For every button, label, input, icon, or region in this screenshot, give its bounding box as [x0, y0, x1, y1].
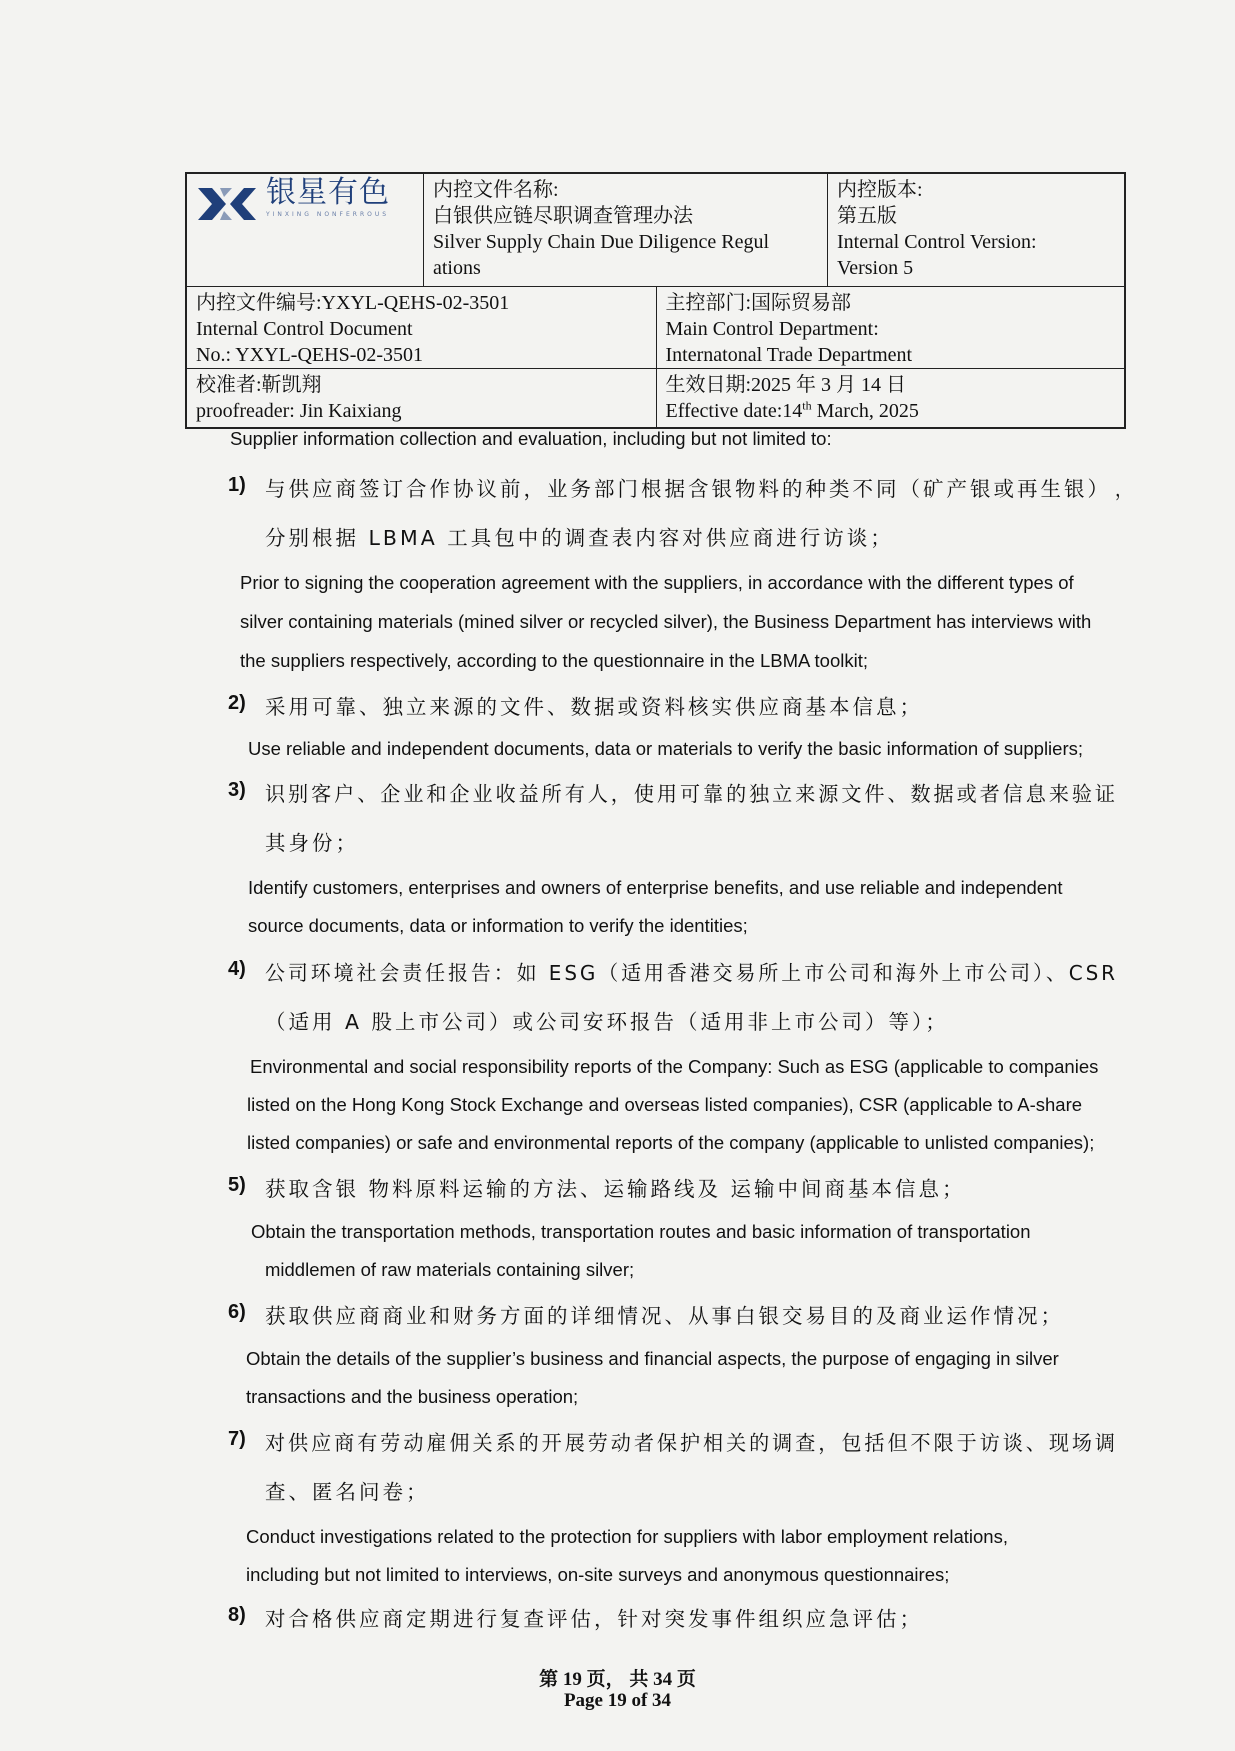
effective-date-cn: 生效日期:2025 年 3 月 14 日 — [665, 374, 907, 396]
item-number: 8) — [228, 1604, 246, 1626]
item-en-line: Prior to signing the cooperation agreement with the suppliers, in accordance with the different types of — [240, 572, 1074, 593]
item-en-line: Conduct investigations related to the protection for suppliers with labor employment relations, — [246, 1526, 1008, 1547]
doc-name-label: 内控文件名称: — [433, 179, 559, 201]
item-number: 1) — [228, 474, 246, 496]
effective-date-en-a: Effective date:14 — [665, 400, 803, 422]
version-en: Version 5 — [837, 257, 914, 279]
version-label: 内控版本: — [837, 179, 923, 201]
item-en-line: Identify customers, enterprises and owners of enterprise benefits, and use reliable and independent — [248, 877, 1063, 898]
item-cn-line: 与供应商签订合作协议前，业务部门根据含银物料的种类不同（矿产银或再生银） — [265, 477, 1111, 501]
version-cn: 第五版 — [837, 205, 897, 227]
logo-mark-icon — [196, 184, 258, 224]
doc-number-en-2: No.: YXYL-QEHS-02-3501 — [196, 344, 424, 366]
logo-subtext: YINXING NONFERROUS — [266, 211, 390, 218]
item-cn-line: （适用 A 股上市公司）或公司安环报告（适用非上市公司）等）； — [265, 1010, 949, 1034]
item-en-line: source documents, data or information to verify the identities; — [248, 915, 748, 936]
department-en-1: Main Control Department: — [665, 318, 879, 340]
item-en-line: Use reliable and independent documents, data or materials to verify the basic information of suppliers; — [248, 738, 1084, 759]
item-cn-line: 查、匿名问卷； — [265, 1480, 430, 1504]
logo-text: 银星有色 — [266, 175, 390, 210]
item-cn-line: 采用可靠、独立来源的文件、数据或资料核实供应商基本信息； — [265, 695, 923, 719]
effective-date-en-b: March, 2025 — [811, 400, 919, 422]
doc-name-en-1: Silver Supply Chain Due Diligence Regul — [433, 231, 770, 253]
item-en-line: listed on the Hong Kong Stock Exchange and overseas listed companies), CSR (applicable to A-share — [247, 1094, 1083, 1115]
item-number: 5) — [228, 1174, 246, 1196]
header-row-3 — [187, 369, 1124, 427]
doc-number-cell — [187, 287, 656, 368]
logo-cell — [187, 174, 423, 286]
header-row-2 — [187, 287, 1124, 369]
item-cn-line: 其身份； — [265, 831, 359, 855]
page-number-en: Page 19 of 34 — [563, 1690, 672, 1711]
item-number: 6) — [228, 1301, 246, 1323]
item-number: 4) — [228, 958, 246, 980]
document-name-cell — [423, 174, 827, 286]
item-cn-line-tail: ， — [1115, 477, 1136, 501]
department-en-2: Internatonal Trade Department — [665, 344, 913, 366]
version-cell — [827, 174, 1124, 286]
department-cn: 主控部门:国际贸易部 — [665, 292, 852, 314]
item-en-line: Obtain the details of the supplier’s business and financial aspects, the purpose of engaging in silver — [246, 1348, 1059, 1369]
effective-date-en-sup: th — [802, 398, 812, 413]
item-en-line: Environmental and social responsibility reports of the Company: Such as ESG (applicable to companies — [250, 1056, 1099, 1077]
version-en-label: Internal Control Version: — [837, 231, 1037, 253]
item-en-line: including but not limited to interviews, on-site surveys and anonymous questionnaires; — [246, 1564, 950, 1585]
item-en-line: the suppliers respectively, according to the questionnaire in the LBMA toolkit; — [240, 650, 868, 671]
item-cn-line: 公司环境社会责任报告：如 ESG（适用香港交易所上市公司和海外上市公司）、CSR — [265, 961, 1118, 985]
proofreader-cell — [187, 369, 656, 427]
department-cell — [656, 287, 1125, 368]
effective-date-en — [666, 398, 1116, 424]
page-number-cn: 第 19 页， 共 34 页 — [539, 1669, 696, 1690]
effective-date-cell — [656, 369, 1125, 427]
item-en-line: silver containing materials (mined silver or recycled silver), the Business Department has interviews with — [240, 611, 1092, 632]
company-logo — [196, 175, 390, 228]
proofreader-en: proofreader: Jin Kaixiang — [196, 400, 402, 422]
item-cn-line: 识别客户、企业和企业收益所有人，使用可靠的独立来源文件、数据或者信息来验证 — [265, 782, 1118, 806]
item-cn-line: 对合格供应商定期进行复查评估，针对突发事件组织应急评估； — [265, 1607, 923, 1631]
control-header-table — [185, 172, 1126, 429]
item-cn-line: 对供应商有劳动雇佣关系的开展劳动者保护相关的调查，包括但不限于访谈、现场调 — [265, 1431, 1118, 1455]
doc-name-cn: 白银供应链尽职调查管理办法 — [433, 205, 693, 227]
item-en-line: Obtain the transportation methods, transportation routes and basic information of transportation — [251, 1221, 1031, 1242]
item-cn-line: 分别根据 LBMA 工具包中的调查表内容对供应商进行访谈； — [265, 526, 894, 550]
item-en-line: transactions and the business operation; — [246, 1386, 579, 1407]
item-en-line: middlemen of raw materials containing silver; — [265, 1259, 635, 1280]
item-en-line: listed companies) or safe and environmental reports of the company (applicable to unlisted companies); — [247, 1132, 1095, 1153]
header-row-1 — [187, 174, 1124, 287]
intro-text: Supplier information collection and evaluation, including but not limited to: — [230, 428, 832, 449]
item-number: 7) — [228, 1428, 246, 1450]
item-cn-line: 获取供应商商业和财务方面的详细情况、从事白银交易目的及商业运作情况； — [265, 1304, 1064, 1328]
item-number: 3) — [228, 779, 246, 801]
item-cn-line: 获取含银 物料原料运输的方法、运输路线及 运输中间商基本信息； — [265, 1177, 966, 1201]
item-number: 2) — [228, 692, 246, 714]
doc-number-cn: 内控文件编号:YXYL-QEHS-02-3501 — [196, 292, 510, 314]
doc-name-en-2: ations — [433, 257, 481, 279]
proofreader-cn: 校准者:靳凯翔 — [196, 374, 322, 396]
doc-number-en-1: Internal Control Document — [196, 318, 413, 340]
